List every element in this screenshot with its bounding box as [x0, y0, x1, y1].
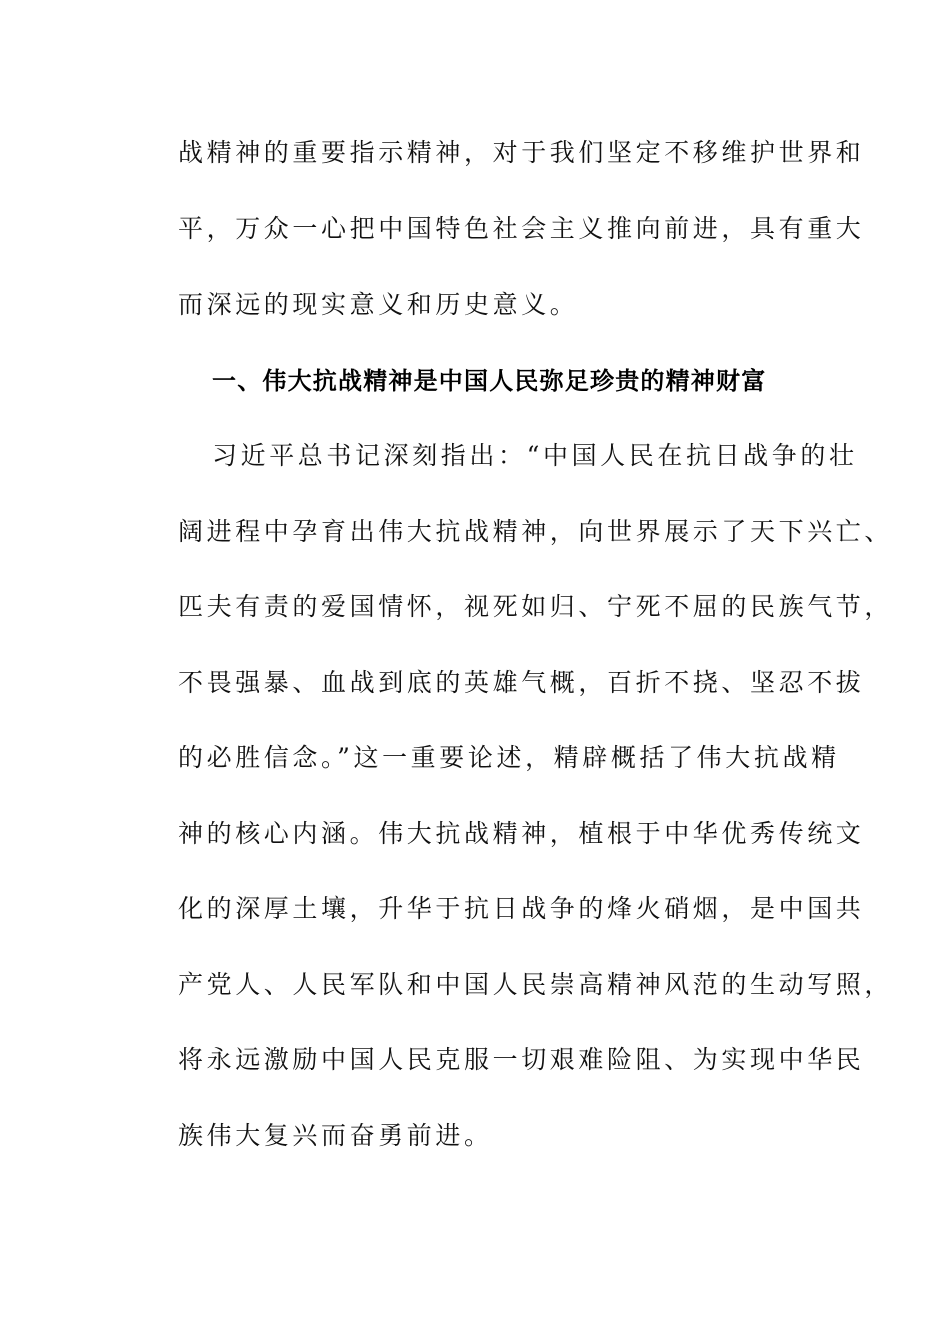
paragraph-line: 将永远激励中国人民克服一切艰难险阻、为实现中华民: [178, 1045, 865, 1074]
paragraph-line: 平，万众一心把中国特色社会主义推向前进，具有重大: [178, 214, 865, 243]
paragraph-line: 习近平总书记深刻指出：“中国人民在抗日战争的壮: [212, 441, 858, 470]
paragraph-line: 而深远的现实意义和历史意义。: [178, 290, 579, 319]
section-heading: 一、伟大抗战精神是中国人民弥足珍贵的精神财富: [212, 367, 767, 395]
paragraph-line: 神的核心内涵。伟大抗战精神，植根于中华优秀传统文: [178, 819, 865, 848]
paragraph-line: 产党人、人民军队和中国人民崇高精神风范的生动写照，: [178, 970, 894, 999]
paragraph-line: 战精神的重要指示精神，对于我们坚定不移维护世界和: [178, 138, 865, 167]
paragraph-line: 匹夫有责的爱国情怀，视死如归、宁死不屈的民族气节，: [178, 592, 894, 621]
paragraph-line: 族伟大复兴而奋勇前进。: [178, 1121, 493, 1150]
paragraph-line: 阔进程中孕育出伟大抗战精神，向世界展示了天下兴亡、: [178, 517, 894, 546]
paragraph-line: 的必胜信念。”这一重要论述，精辟概括了伟大抗战精: [178, 743, 840, 772]
paragraph-line: 不畏强暴、血战到底的英雄气概，百折不挠、坚忍不拔: [178, 668, 865, 697]
paragraph-line: 化的深厚土壤，升华于抗日战争的烽火硝烟，是中国共: [178, 894, 865, 923]
